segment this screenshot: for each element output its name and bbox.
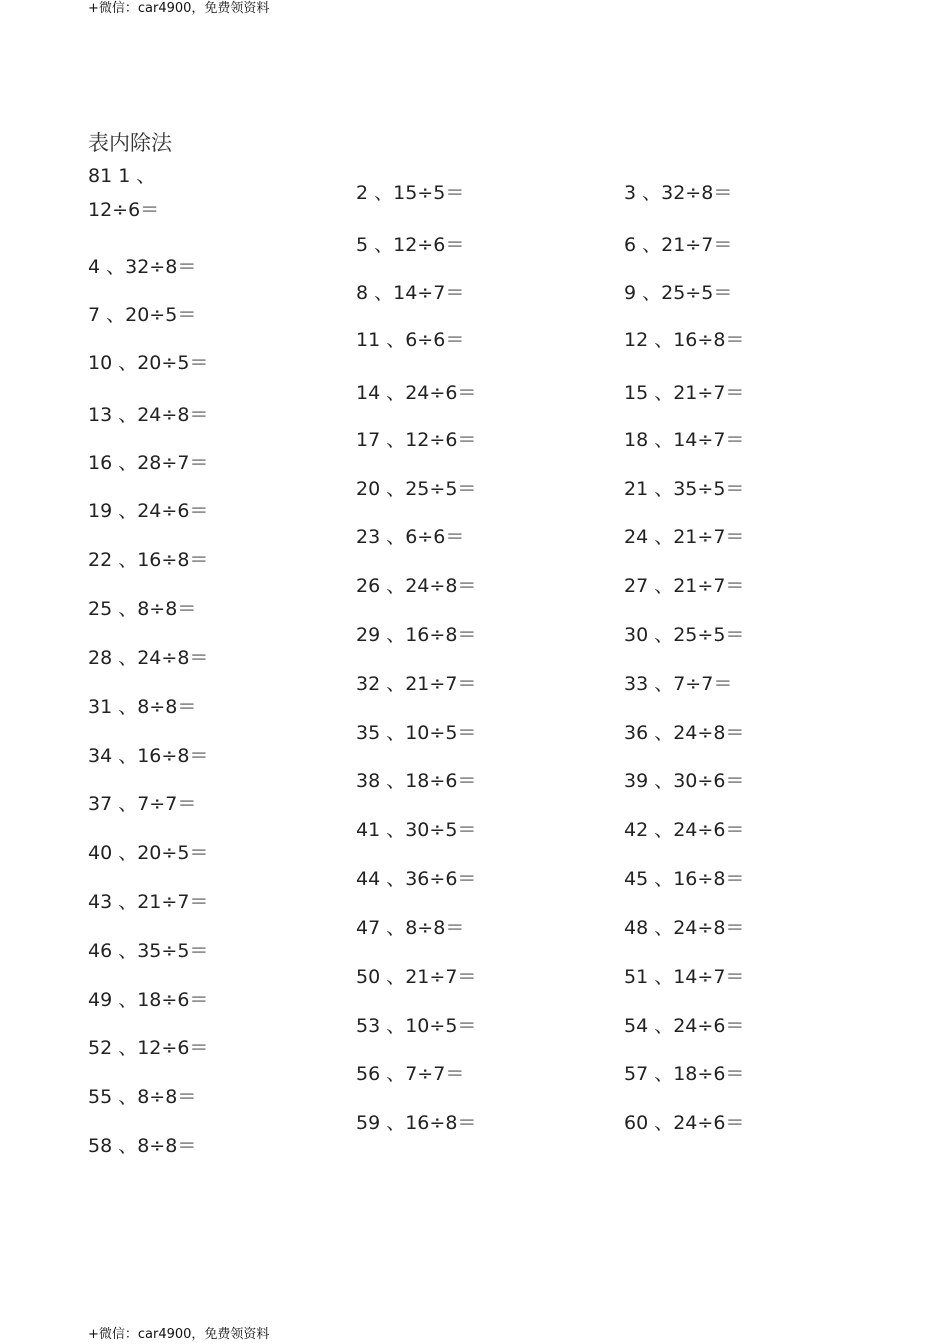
problem-item: 5 、12÷6＝ bbox=[356, 234, 465, 256]
problem-item: 56 、7÷7＝ bbox=[356, 1063, 465, 1085]
problem-item: 47 、8÷8＝ bbox=[356, 917, 465, 939]
problem-item: 60 、24÷6＝ bbox=[624, 1112, 745, 1134]
page-footer-note: +微信：car4900，免费领资料 bbox=[88, 1327, 270, 1342]
problem-item: 2 、15÷5＝ bbox=[356, 182, 465, 204]
problem-item: 31 、8÷8＝ bbox=[88, 696, 197, 718]
problem-item: 18 、14÷7＝ bbox=[624, 429, 745, 451]
problem-item: 19 、24÷6＝ bbox=[88, 500, 209, 522]
problem-item: 33 、7÷7＝ bbox=[624, 673, 733, 695]
problem-item: 14 、24÷6＝ bbox=[356, 382, 477, 404]
problem-item: 15 、21÷7＝ bbox=[624, 382, 745, 404]
problem-item: 46 、35÷5＝ bbox=[88, 940, 209, 962]
problem-item: 22 、16÷8＝ bbox=[88, 549, 209, 571]
problem-item: 10 、20÷5＝ bbox=[88, 352, 209, 374]
problem-item: 24 、21÷7＝ bbox=[624, 526, 745, 548]
problem-item: 3 、32÷8＝ bbox=[624, 182, 733, 204]
problem-item: 16 、28÷7＝ bbox=[88, 452, 209, 474]
problem-item: 39 、30÷6＝ bbox=[624, 770, 745, 792]
problem-item: 17 、12÷6＝ bbox=[356, 429, 477, 451]
problem-item: 34 、16÷8＝ bbox=[88, 745, 209, 767]
problem-item: 45 、16÷8＝ bbox=[624, 868, 745, 890]
page-header-note: +微信：car4900，免费领资料 bbox=[88, 1, 270, 16]
problem-item: 52 、12÷6＝ bbox=[88, 1037, 209, 1059]
problem-item: 13 、24÷8＝ bbox=[88, 404, 209, 426]
problem-item: 8 、14÷7＝ bbox=[356, 282, 465, 304]
problem-item: 59 、16÷8＝ bbox=[356, 1112, 477, 1134]
problem-item: 11 、6÷6＝ bbox=[356, 329, 465, 351]
problem-item: 58 、8÷8＝ bbox=[88, 1135, 197, 1157]
problem-item: 48 、24÷8＝ bbox=[624, 917, 745, 939]
problem-item: 27 、21÷7＝ bbox=[624, 575, 745, 597]
problem-item: 55 、8÷8＝ bbox=[88, 1086, 197, 1108]
problem-item: 40 、20÷5＝ bbox=[88, 842, 209, 864]
problem-item: 7 、20÷5＝ bbox=[88, 304, 197, 326]
problem-item: 50 、21÷7＝ bbox=[356, 966, 477, 988]
problem-item: 35 、10÷5＝ bbox=[356, 722, 477, 744]
problem-item: 28 、24÷8＝ bbox=[88, 647, 209, 669]
problem-item: 44 、36÷6＝ bbox=[356, 868, 477, 890]
problem-item: 21 、35÷5＝ bbox=[624, 478, 745, 500]
problem-item: 41 、30÷5＝ bbox=[356, 819, 477, 841]
problem-item: 25 、8÷8＝ bbox=[88, 598, 197, 620]
problem-1-expression: 12÷6＝ bbox=[88, 199, 160, 221]
problem-item: 57 、18÷6＝ bbox=[624, 1063, 745, 1085]
problem-item: 6 、21÷7＝ bbox=[624, 234, 733, 256]
problem-item: 49 、18÷6＝ bbox=[88, 989, 209, 1011]
problem-item: 23 、6÷6＝ bbox=[356, 526, 465, 548]
problem-item: 36 、24÷8＝ bbox=[624, 722, 745, 744]
problem-item: 38 、18÷6＝ bbox=[356, 770, 477, 792]
worksheet-title: 表内除法 bbox=[88, 131, 172, 155]
problem-item: 9 、25÷5＝ bbox=[624, 282, 733, 304]
problem-item: 29 、16÷8＝ bbox=[356, 624, 477, 646]
problem-item: 4 、32÷8＝ bbox=[88, 256, 197, 278]
problem-item: 12 、16÷8＝ bbox=[624, 329, 745, 351]
problem-1-label: 81 1 、 bbox=[88, 165, 156, 187]
problem-item: 54 、24÷6＝ bbox=[624, 1015, 745, 1037]
problem-item: 26 、24÷8＝ bbox=[356, 575, 477, 597]
problem-item: 32 、21÷7＝ bbox=[356, 673, 477, 695]
problem-item: 53 、10÷5＝ bbox=[356, 1015, 477, 1037]
problem-item: 43 、21÷7＝ bbox=[88, 891, 209, 913]
problem-item: 20 、25÷5＝ bbox=[356, 478, 477, 500]
problem-item: 51 、14÷7＝ bbox=[624, 966, 745, 988]
problem-item: 37 、7÷7＝ bbox=[88, 793, 197, 815]
problem-item: 42 、24÷6＝ bbox=[624, 819, 745, 841]
problem-item: 30 、25÷5＝ bbox=[624, 624, 745, 646]
